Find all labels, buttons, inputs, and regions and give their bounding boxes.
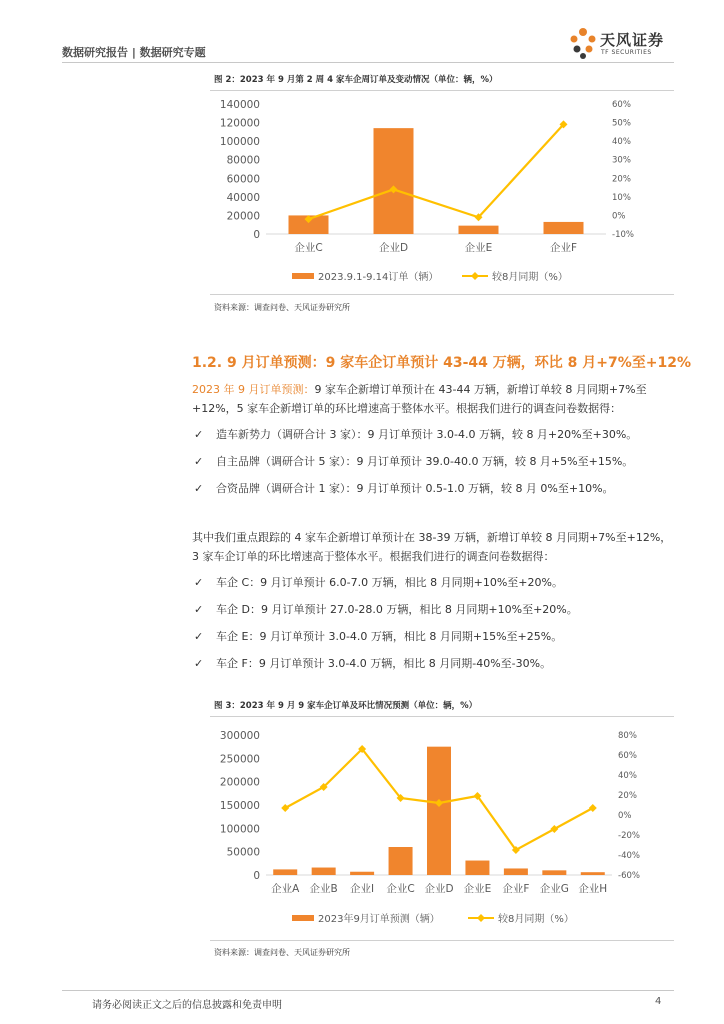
- check-icon: ✓: [194, 455, 204, 468]
- logo-sub: TF SECURITIES: [601, 49, 652, 56]
- y-tick-label: 150000: [219, 800, 260, 812]
- legend-line-label: 较8月同期（%）: [492, 272, 568, 283]
- bullet-item: [194, 480, 614, 496]
- legend-line-marker: [477, 914, 485, 922]
- paragraph-lead: 2023 年 9 月订单预测：: [192, 383, 315, 396]
- x-tick-label: 企业E: [463, 883, 492, 895]
- bullet-key: 合资品牌（调研合计 1 家）: [216, 482, 346, 495]
- bullet-text: ：9 月订单预计 27.0-28.0 万辆，相比 8 月同期+10%至+20%。: [249, 603, 578, 616]
- y2-tick-label: 0%: [612, 211, 626, 222]
- paragraph-tracked: 其中我们重点跟踪的 4 家车企新增订单预计在 38-39 万辆，新增订单较 8 月同期+7%至+12%，3 家车企订单的环比增速高于整体水平。根据我们进行的调查问卷数据得：: [192, 531, 672, 563]
- y-tick-label: 120000: [219, 117, 260, 130]
- footer-rule: [62, 990, 674, 991]
- x-tick-label: 企业F: [549, 242, 578, 254]
- legend-bar-label: 2023年9月订单预测（辆）: [318, 914, 440, 925]
- bullet-item: [194, 628, 562, 644]
- legend-line-marker: [471, 272, 479, 280]
- check-icon: ✓: [194, 428, 204, 441]
- x-tick-label: 企业C: [294, 242, 323, 254]
- legend-line-label: 较8月同期（%）: [498, 914, 574, 925]
- bullet-text: ：9 月订单预计 3.0-4.0 万辆，较 8 月+20%至+30%。: [356, 428, 638, 441]
- legend-bar-label: 2023.9.1-9.14订单（辆）: [318, 272, 439, 283]
- y-tick-label: 50000: [226, 846, 260, 859]
- figure2-chart: [210, 92, 674, 292]
- figure3-chart: [210, 718, 674, 938]
- x-tick-label: 企业C: [386, 883, 415, 895]
- figure2-rule: [210, 90, 674, 91]
- figure3-source: 资料来源：调查问卷、天风证券研究所: [214, 948, 350, 957]
- logo-icon: [568, 26, 598, 60]
- bullet-item: [194, 574, 563, 590]
- y2-tick-label: -60%: [618, 871, 640, 881]
- bullet-text: ：9 月订单预计 39.0-40.0 万辆，较 8 月+5%至+15%。: [345, 455, 634, 468]
- bar: [273, 869, 297, 875]
- bullet-key: 车企 C: [216, 576, 250, 589]
- bar: [459, 226, 499, 234]
- figure3-bottom-rule: [210, 940, 674, 941]
- check-icon: ✓: [194, 630, 204, 643]
- header-rule: [62, 62, 674, 63]
- y-tick-label: 100000: [219, 136, 260, 149]
- y2-tick-label: 0%: [618, 811, 632, 821]
- x-tick-label: 企业I: [350, 883, 375, 895]
- page-number: 4: [655, 996, 662, 1007]
- line-point: [281, 804, 289, 812]
- bullet-key: 自主品牌（调研合计 5 家）: [216, 455, 346, 468]
- section-title: 1.2. 9 月订单预测：9 家车企订单预计 43-44 万辆，环比 8 月+7%至+12%: [192, 355, 691, 371]
- brand-logo: [568, 26, 678, 62]
- y-tick-label: 0: [253, 229, 260, 241]
- series-line: [309, 124, 564, 219]
- paragraph-text: 9 家车企新增订单预计在 43-44 万辆，新增订单较 8 月同期+7%至+12%，5 家车企新增订单的环比增速高于整体水平。根据我们进行的调查问卷数据得：: [192, 383, 647, 415]
- bullet-key: 车企 E: [216, 630, 249, 643]
- x-tick-label: 企业B: [309, 883, 338, 895]
- paragraph-forecast: [192, 380, 674, 418]
- x-tick-label: 企业E: [464, 242, 493, 254]
- y2-tick-label: 60%: [618, 751, 637, 761]
- y-tick-label: 250000: [219, 753, 260, 766]
- y2-tick-label: 60%: [612, 100, 631, 110]
- bullet-text: ：9 月订单预计 0.5-1.0 万辆，较 8 月 0%至+10%。: [345, 482, 614, 495]
- bullet-key: 车企 D: [216, 603, 250, 616]
- bullet-text: ：9 月订单预计 6.0-7.0 万辆，相比 8 月同期+10%至+20%。: [249, 576, 563, 589]
- legend-bar-swatch: [292, 273, 314, 279]
- bullet-item: [194, 601, 578, 617]
- bar: [350, 872, 374, 875]
- figure3-title: 图 3：2023 年 9 月 9 家车企订单及环比情况预测（单位：辆，%）: [214, 701, 478, 711]
- y-tick-label: 200000: [219, 776, 260, 789]
- y2-tick-label: 40%: [612, 137, 631, 148]
- bullet-item: [194, 453, 633, 469]
- y-tick-label: 60000: [226, 173, 260, 186]
- figure3-rule: [210, 716, 674, 717]
- y-tick-label: 300000: [219, 730, 260, 742]
- check-icon: ✓: [194, 603, 204, 616]
- y2-tick-label: 10%: [612, 192, 631, 203]
- y-tick-label: 20000: [226, 210, 260, 223]
- bar: [374, 128, 414, 234]
- report-header: 数据研究报告 | 数据研究专题: [62, 46, 206, 59]
- bullet-item: [194, 655, 551, 671]
- bar: [544, 222, 584, 234]
- check-icon: ✓: [194, 482, 204, 495]
- x-tick-label: 企业G: [539, 883, 569, 895]
- bar: [427, 747, 451, 875]
- bar: [504, 868, 528, 875]
- y2-tick-label: 20%: [612, 174, 631, 185]
- x-tick-label: 企业D: [378, 242, 409, 254]
- check-icon: ✓: [194, 657, 204, 670]
- check-icon: ✓: [194, 576, 204, 589]
- bullet-item: [194, 426, 637, 442]
- y2-tick-label: 40%: [618, 771, 637, 781]
- y2-tick-label: -10%: [612, 230, 634, 240]
- y-tick-label: 100000: [219, 823, 260, 836]
- legend-bar-swatch: [292, 915, 314, 921]
- bar: [581, 872, 605, 875]
- bullet-text: ：9 月订单预计 3.0-4.0 万辆，相比 8 月同期+15%至+25%。: [248, 630, 563, 643]
- y2-tick-label: -20%: [618, 831, 640, 841]
- y2-tick-label: 20%: [618, 791, 637, 801]
- bar: [389, 847, 413, 875]
- y2-tick-label: 80%: [618, 731, 637, 741]
- line-point: [550, 825, 558, 833]
- figure2-source: 资料来源：调查问卷、天风证券研究所: [214, 303, 350, 312]
- bar: [542, 870, 566, 875]
- x-tick-label: 企业F: [502, 883, 530, 895]
- y2-tick-label: -40%: [618, 851, 640, 861]
- x-tick-label: 企业D: [424, 883, 454, 895]
- line-point: [589, 804, 597, 812]
- bar: [312, 868, 336, 875]
- y-tick-label: 40000: [226, 191, 260, 204]
- y2-tick-label: 30%: [612, 155, 631, 166]
- bullet-key: 车企 F: [216, 657, 248, 670]
- logo-name: 天风证券: [600, 31, 665, 49]
- x-tick-label: 企业H: [578, 883, 608, 895]
- bar: [465, 861, 489, 875]
- y-tick-label: 80000: [226, 154, 260, 167]
- y2-tick-label: 50%: [612, 118, 631, 129]
- bullet-text: ：9 月订单预计 3.0-4.0 万辆，相比 8 月同期-40%至-30%。: [247, 657, 552, 670]
- x-tick-label: 企业A: [271, 883, 300, 895]
- bullet-key: 造车新势力（调研合计 3 家）: [216, 428, 357, 441]
- footer-disclaimer: 请务必阅读正文之后的信息披露和免责申明: [92, 1000, 282, 1011]
- y-tick-label: 140000: [219, 99, 260, 111]
- figure2-bottom-rule: [210, 294, 674, 295]
- figure2-title: 图 2：2023 年 9 月第 2 周 4 家车企周订单及变动情况（单位：辆，%）: [214, 75, 498, 85]
- y-tick-label: 0: [253, 870, 260, 882]
